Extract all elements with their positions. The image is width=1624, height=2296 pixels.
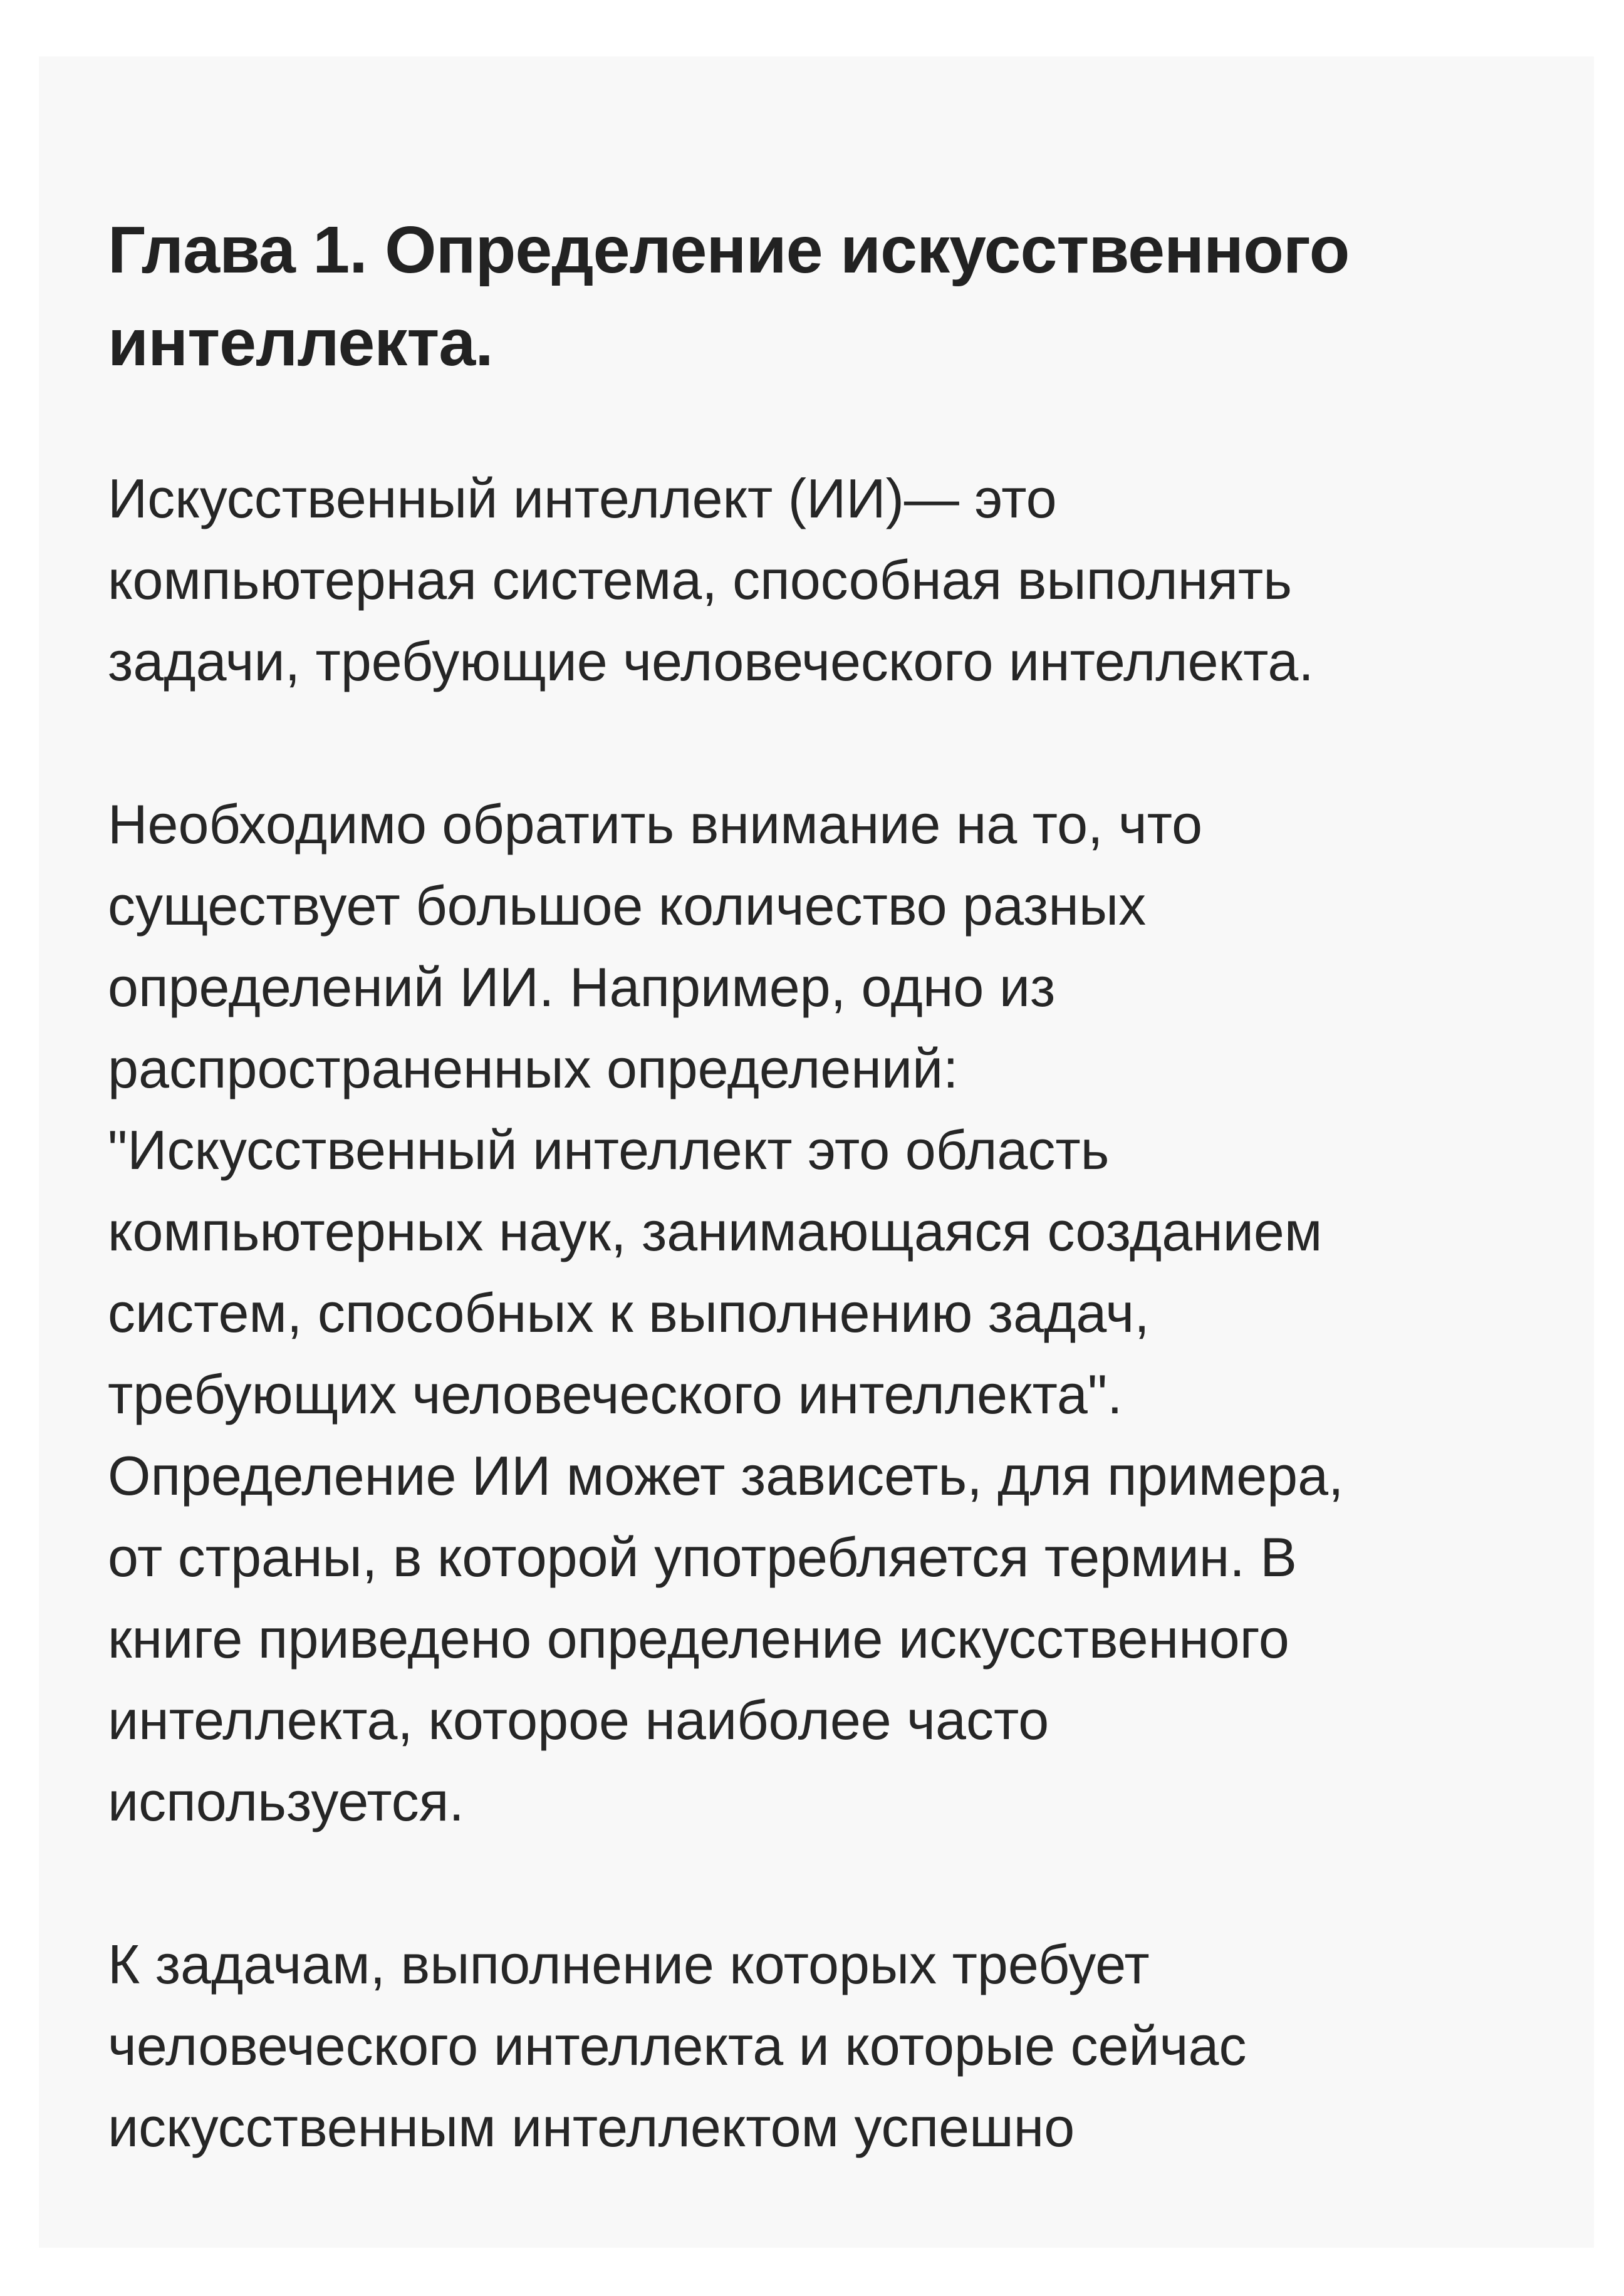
paragraph-definition: Искусственный интеллект (ИИ)— это компьютерная система, способная выполнять задачи, требующие человеческого интеллекта.: [108, 467, 1314, 692]
paragraph-definitions-variety: Необходимо обратить внимание на то, что существует большое количество разных определений ИИ. Например, одно из распространенных определений: "Искусственный интеллект это область компьютерных наук, занимающаяся созданием систем, способных к выполнению задач, требующих человеческого интеллекта". Определение ИИ может зависеть, для примера, от страны, в которой употребляется термин. В книге приведено определение искусственного интеллекта, которое наиболее часто используется.: [108, 793, 1344, 1832]
document-content: [108, 204, 1549, 2168]
chapter-title: Глава 1. Определение искусственного интеллекта.: [108, 213, 1350, 380]
paragraph-tasks: К задачам, выполнение которых требует человеческого интеллекта и которые сейчас искусственным интеллектом успешно: [108, 1933, 1247, 2158]
document-page: [39, 56, 1594, 2248]
